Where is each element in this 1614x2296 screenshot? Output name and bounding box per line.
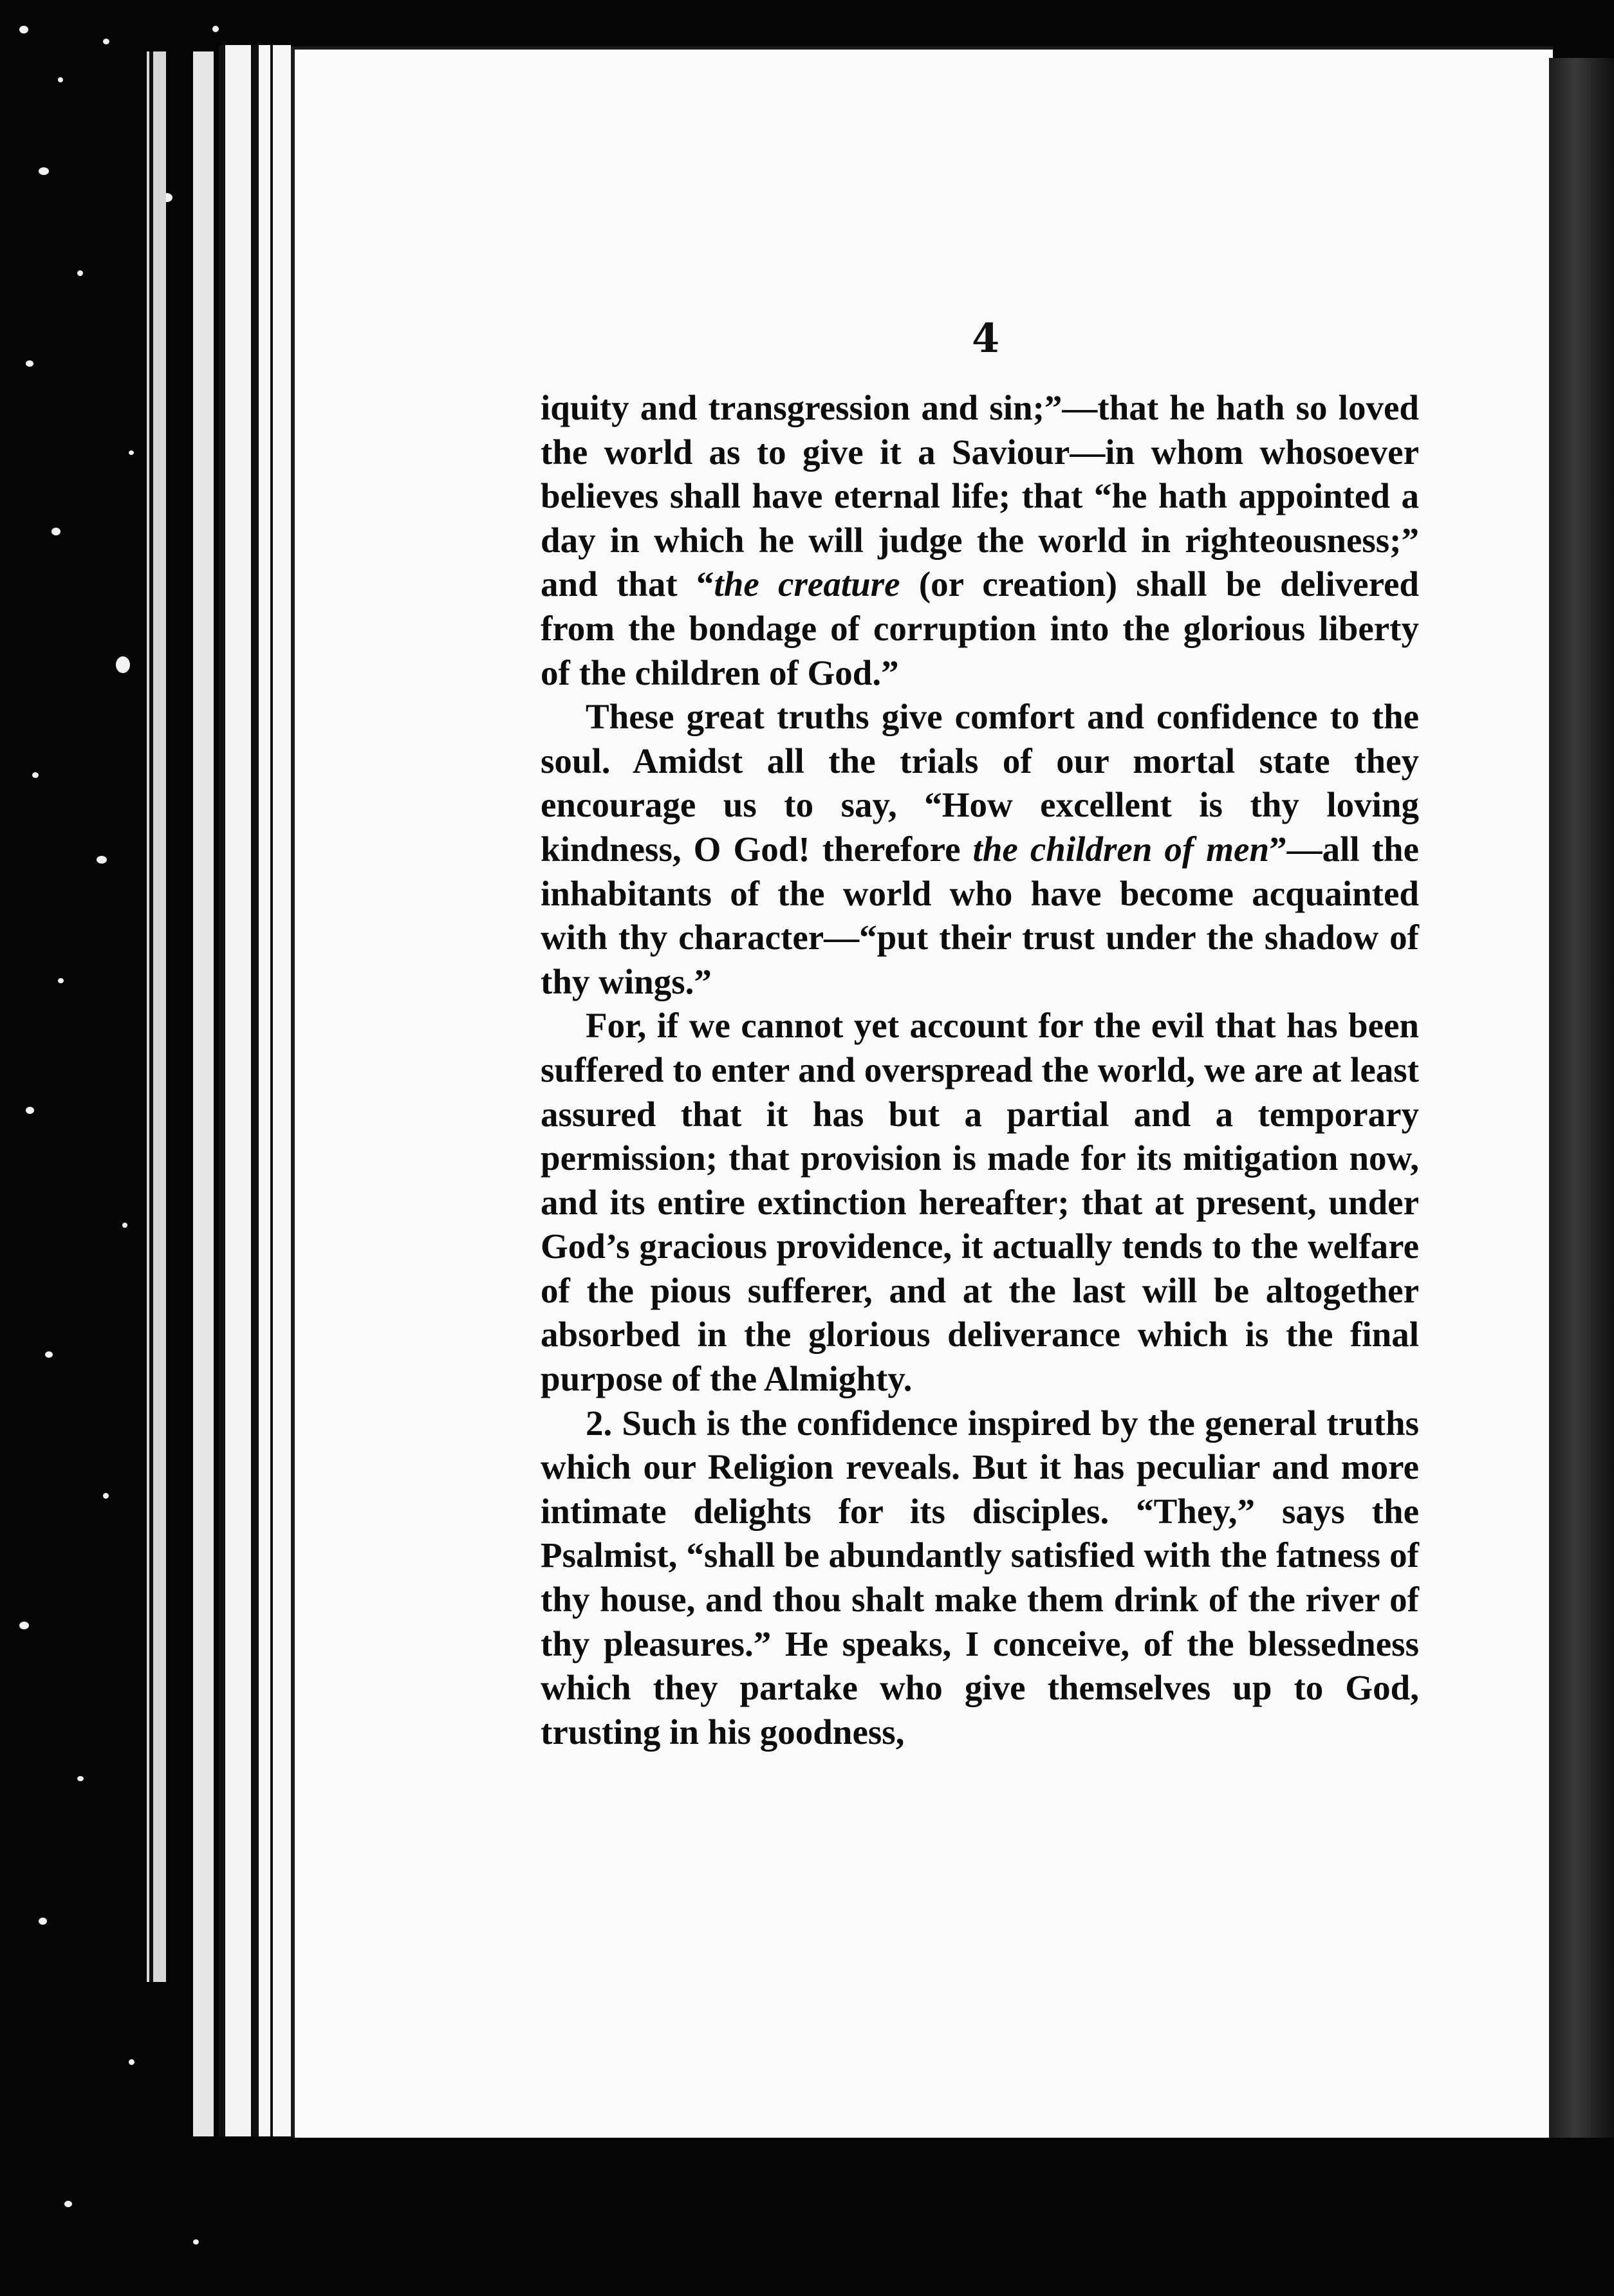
text-run: These great truths give comfort and confidence to the soul. Amidst all the trials of our mortal state they encourage us to say, “How excellent is thy loving kindness, O God! therefore — [541, 697, 1419, 869]
paragraph — [541, 1004, 1419, 1401]
text-run: ”—all the inhabitants of the world who have become acquainted with thy character—“put their trust under the shadow of thy wings.” — [541, 829, 1419, 1001]
text-run: iquity and transgression and sin;”—that he hath so loved the world as to give it a Saviour—in whom whosoever believes shall have eternal life; that “he hath appointed a day in which he will judge the world in righteousness;” and that “ — [541, 388, 1419, 604]
italic-run: the creature — [714, 564, 900, 604]
italic-run: the children of men — [972, 829, 1270, 869]
page-number: 4 — [972, 315, 1000, 362]
text-run: For, if we cannot yet account for the evil that has been suffered to enter and overspread the world, we are at least assured that it has but a partial and a temporary permission; that provision is made for its mitigation now, and its entire extinction hereafter; that at present, under God’s gracious providence, it actually tends to the welfare of the pious sufferer, and at the last will be altogether absorbed in the glorious deliverance which is the final purpose of the Almighty. — [541, 1006, 1419, 1399]
bottom-shadow — [257, 2138, 1614, 2296]
body-text — [541, 386, 1419, 1754]
next-page-shadow — [1549, 58, 1614, 2181]
paragraph — [541, 386, 1419, 695]
text-run: 2. Such is the confidence inspired by the general truths which our Religion reveals. But it has peculiar and more intimate delights for its disciples. “They,” says the Psalmist, “shall be abundantly satisfied with the fatness of thy house, and thou shalt make them drink of the river of thy pleasures.” He speaks, I conceive, of the blessedness which they partake who give themselves up to God, trusting in his goodness, — [541, 1403, 1419, 1752]
paragraph — [541, 1402, 1419, 1755]
paragraph — [541, 695, 1419, 1004]
text-run: (or creation) shall be delivered from the bondage of corruption into the glorious liberty of the children of God.” — [541, 564, 1419, 692]
